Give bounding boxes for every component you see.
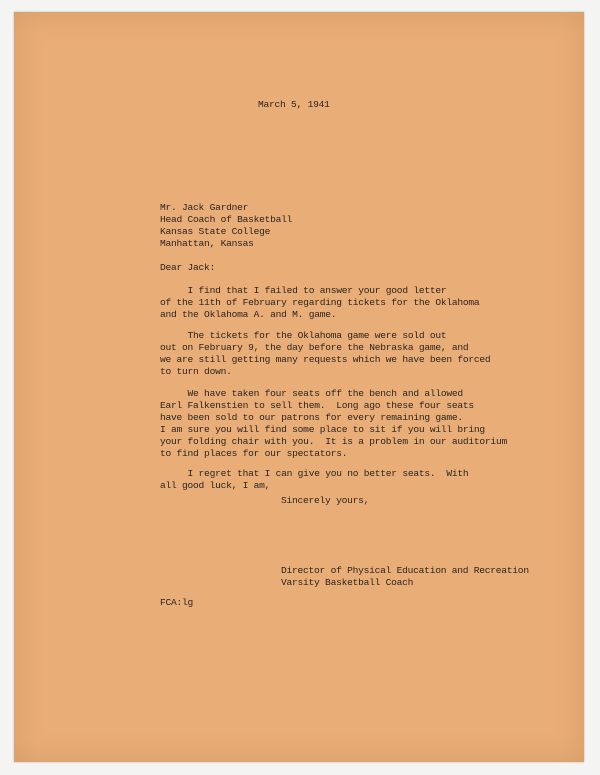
- body-line: of the 11th of February regarding tickets for the Oklahoma: [160, 297, 480, 308]
- body-line: Earl Falkenstien to sell them. Long ago these four seats: [160, 400, 474, 411]
- signature-title: Director of Physical Education and Recreation: [281, 565, 529, 576]
- signature-title: Varsity Basketball Coach: [281, 577, 414, 588]
- address-line: Head Coach of Basketball: [160, 214, 293, 225]
- body-line: your folding chair with you. It is a problem in our auditorium: [160, 436, 507, 447]
- body-line: have been sold to our patrons for every remaining game.: [160, 412, 463, 423]
- address-line: Manhattan, Kansas: [160, 238, 254, 249]
- body-line: to turn down.: [160, 366, 232, 377]
- closing: Sincerely yours,: [281, 495, 370, 506]
- body-line: We have taken four seats off the bench and allowed: [160, 388, 463, 399]
- salutation: Dear Jack:: [160, 262, 216, 273]
- letter-date: March 5, 1941: [258, 99, 330, 110]
- reference-initials: FCA:lg: [160, 597, 194, 608]
- body-line: I regret that I can give you no better seats. With: [160, 468, 469, 479]
- body-line: out on February 9, the day before the Nebraska game, and: [160, 342, 469, 353]
- address-line: Mr. Jack Gardner: [160, 202, 249, 213]
- body-line: I find that I failed to answer your good letter: [160, 285, 447, 296]
- body-line: I am sure you will find some place to sit if you will bring: [160, 424, 485, 435]
- body-line: to find places for our spectators.: [160, 448, 348, 459]
- address-line: Kansas State College: [160, 226, 271, 237]
- body-line: and the Oklahoma A. and M. game.: [160, 309, 337, 320]
- body-line: we are still getting many requests which we have been forced: [160, 354, 491, 365]
- body-line: The tickets for the Oklahoma game were sold out: [160, 330, 447, 341]
- body-line: all good luck, I am,: [160, 480, 271, 491]
